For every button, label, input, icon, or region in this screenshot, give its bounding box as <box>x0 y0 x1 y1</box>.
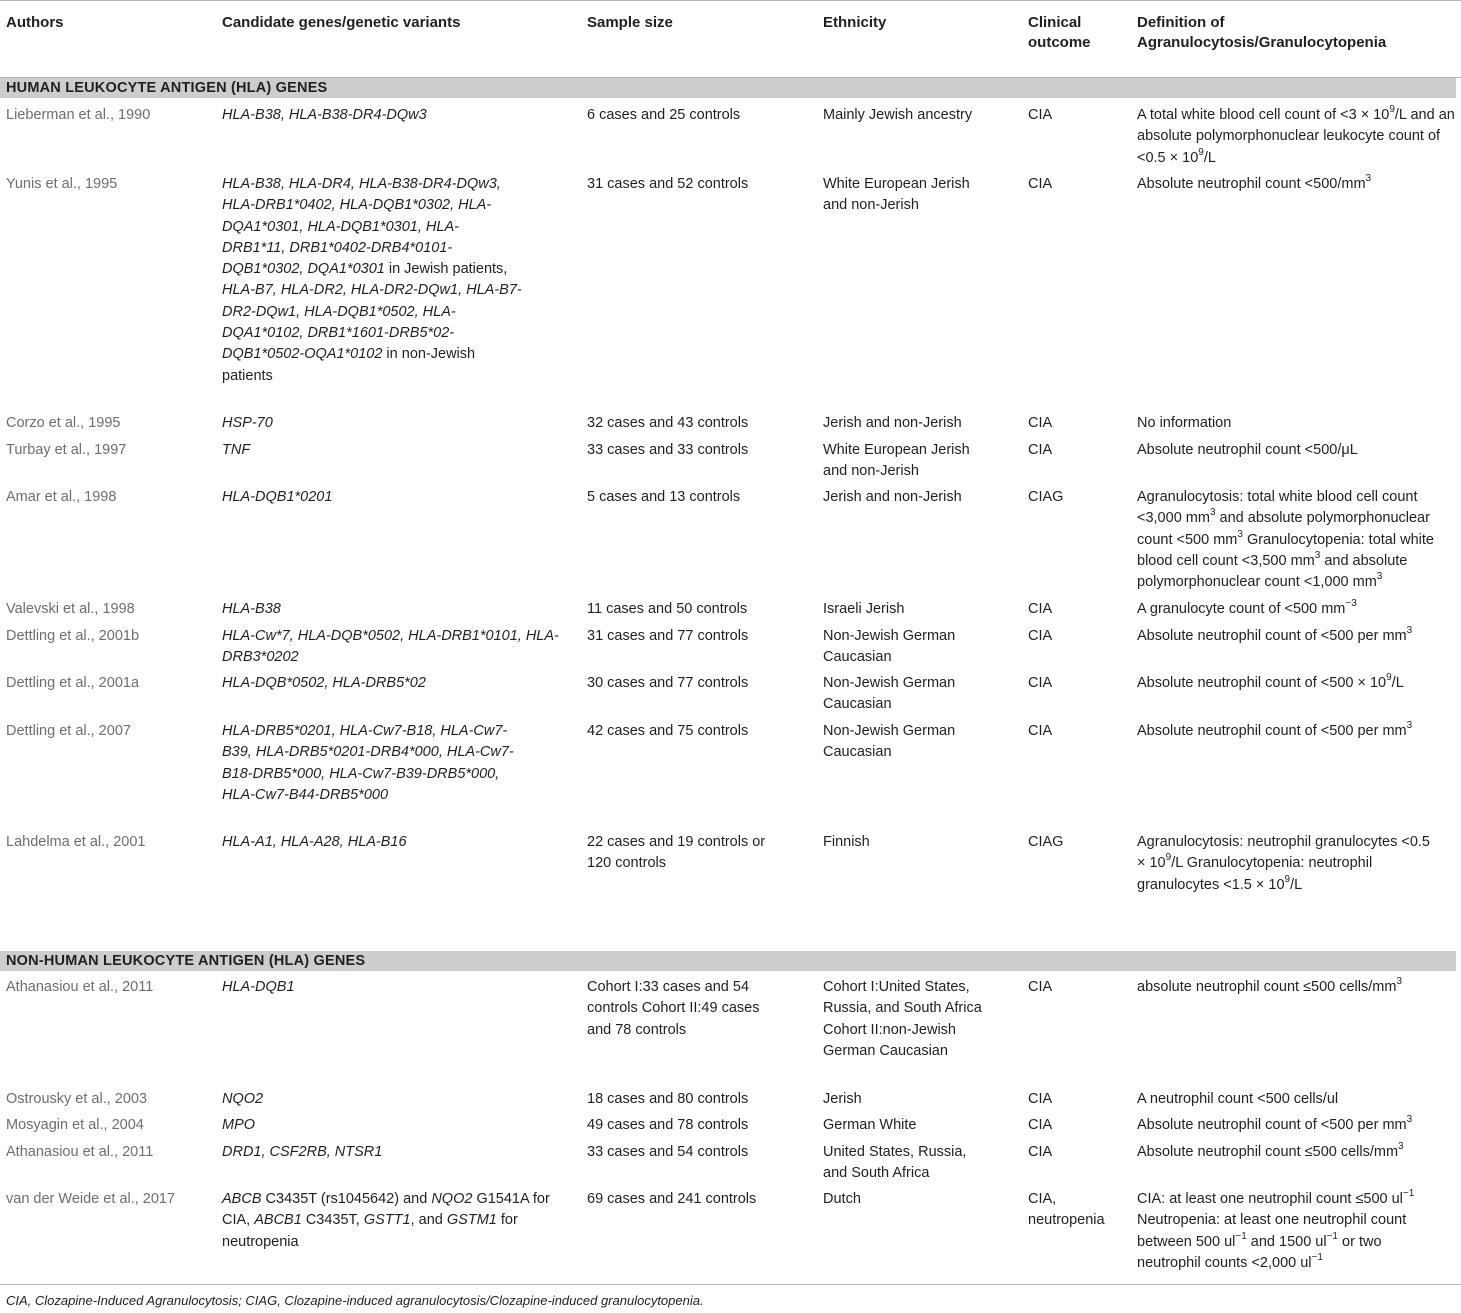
cell-sample-size: 22 cases and 19 controls or 120 controls <box>587 834 766 872</box>
cell-outcome: CIA <box>1028 601 1053 617</box>
table-footnote: CIA, Clozapine-Induced Agranulocytosis; CIAG, Clozapine-induced agranulocytosis/Clozapine-induced granulocytopenia. <box>6 1293 704 1308</box>
cell-definition: Absolute neutrophil count $<500/mm^3$ <box>1137 173 1372 192</box>
cell-author: Dettling et al., 2007 <box>6 723 131 739</box>
cell-ethnicity: Jerish and non-Jerish <box>823 415 962 431</box>
cell-author: van der Weide et al., 2017 <box>6 1191 176 1207</box>
cell-outcome: CIA <box>1028 1144 1053 1160</box>
cell-author: Athanasiou et al., 2011 <box>6 979 154 995</box>
section-non-hla-genes <box>0 951 1456 971</box>
cell-definition: Absolute neutrophil count <500/μL <box>1137 442 1358 458</box>
cell-ethnicity: White European Jerish and non-Jerish <box>823 442 970 480</box>
cell-author: Dettling et al., 2001b <box>6 628 140 644</box>
cell-sample-size: 18 cases and 80 controls <box>587 1091 749 1107</box>
cell-ethnicity: United States, Russia, and South Africa <box>823 1144 967 1182</box>
cell-genes: HSP-70 <box>222 415 273 431</box>
cell-sample-size: 69 cases and 241 controls <box>587 1191 757 1207</box>
cell-definition: Absolute neutrophil count of <500 per $mm^3$ <box>1137 625 1413 644</box>
cell-definition: A granulocyte count of <500 $mm^{-3}$ <box>1137 598 1357 617</box>
cell-genes: HLA-DQB1 <box>222 979 295 995</box>
cell-genes: HLA-DRB5*0201, HLA-Cw7-B18, HLA-Cw7-B39, HLA-DRB5*0201-DRB4*000, HLA-Cw7-B18-DRB5*000, HLA-Cw7-B39-DRB5*000, HLA-Cw7-B44-DRB5*000 <box>222 723 514 803</box>
cell-genes: HLA-DQB1*0201 <box>222 489 333 505</box>
cell-outcome: CIAG <box>1028 834 1064 850</box>
cell-definition: Absolute neutrophil count ≤500 cells/$mm^3$ <box>1137 1141 1404 1160</box>
cell-ethnicity: Jerish <box>823 1091 862 1107</box>
cell-definition: Agranulocytosis: neutrophil granulocytes $<0.5 \times 10^9/L$ Granulocytopenia: neutrophil granulocytes $<1.5 \times 10^9/L$ <box>1137 834 1430 893</box>
cell-definition: A total white blood cell count of $<3 \times 10^9/L$ and an absolute polymorphonuclear leukocyte count of $<0.5 \times 10^9/L$ <box>1137 104 1455 166</box>
cell-sample-size: 31 cases and 52 controls <box>587 176 749 192</box>
section-title: HUMAN LEUKOCYTE ANTIGEN (HLA) GENES <box>6 80 328 96</box>
cell-ethnicity: Non-Jewish German Caucasian <box>823 723 956 761</box>
cell-sample-size: 31 cases and 77 controls <box>587 628 749 644</box>
cell-outcome: CIA <box>1028 979 1053 995</box>
cell-definition: Absolute neutrophil count of <500 per $mm^3$ <box>1137 1114 1413 1133</box>
cell-outcome: CIA <box>1028 415 1053 431</box>
cell-sample-size: 32 cases and 43 controls <box>587 415 749 431</box>
cell-genes: ABCB C3435T (rs1045642) and NQO2 G1541A for CIA, ABCB1 C3435T, GSTT1, and GSTM1 for neutropenia <box>222 1191 550 1250</box>
header-definition-line1: Definition of <box>1137 14 1225 31</box>
cell-definition: Absolute neutrophil count of <500 per $mm^3$ <box>1137 720 1413 739</box>
cell-outcome: CIA <box>1028 1117 1053 1133</box>
cell-author: Corzo et al., 1995 <box>6 415 121 431</box>
cell-definition: A neutrophil count <500 cells/ul <box>1137 1091 1339 1107</box>
header-sample-size: Sample size <box>587 14 673 31</box>
cell-ethnicity: Dutch <box>823 1191 861 1207</box>
header-outcome-line2: outcome <box>1028 34 1091 51</box>
cell-genes: MPO <box>222 1117 256 1133</box>
cell-genes: HLA-B38, HLA-B38-DR4-DQw3 <box>222 107 427 123</box>
cell-genes: HLA-A1, HLA-A28, HLA-B16 <box>222 834 407 850</box>
cell-sample-size: Cohort I:33 cases and 54 controls Cohort II:49 cases and 78 controls <box>587 979 760 1038</box>
cell-author: Athanasiou et al., 2011 <box>6 1144 154 1160</box>
header-outcome-line1: Clinical <box>1028 14 1082 31</box>
cell-outcome: CIAG <box>1028 489 1064 505</box>
cell-genes: HLA-B38 <box>222 601 281 617</box>
header-genes: Candidate genes/genetic variants <box>222 14 461 31</box>
cell-ethnicity: Israeli Jerish <box>823 601 905 617</box>
cell-definition: Absolute neutrophil count of $<500 \times 10^9/L$ <box>1137 672 1404 691</box>
cell-sample-size: 11 cases and 50 controls <box>587 601 748 617</box>
cell-outcome: CIA <box>1028 675 1053 691</box>
cell-outcome: CIA <box>1028 628 1053 644</box>
cell-author: Lahdelma et al., 2001 <box>6 834 146 850</box>
cell-genes: TNF <box>222 442 251 458</box>
cell-ethnicity: Non-Jewish German Caucasian <box>823 675 956 713</box>
cell-outcome: CIA <box>1028 1091 1053 1107</box>
cell-sample-size: 30 cases and 77 controls <box>587 675 749 691</box>
header-ethnicity: Ethnicity <box>823 14 887 31</box>
cell-definition: Agranulocytosis: total white blood cell count <3,000 $mm^3$ and absolute polymorphonuclear count <500 $mm^3$ Granulocytopenia: total white blood cell count <3,500 $mm^3$ and absolute polymorphonuclear count <1,000 $mm^3$ <box>1137 489 1434 591</box>
header-definition-line2: Agranulocytosis/Granulocytopenia <box>1137 34 1387 51</box>
cell-definition: absolute neutrophil count ≤500 cells/$mm^3$ <box>1137 976 1402 995</box>
header-definition <box>1137 13 1386 53</box>
cell-outcome: CIA <box>1028 176 1053 192</box>
cell-ethnicity: Non-Jewish German Caucasian <box>823 628 956 666</box>
cell-sample-size: 5 cases and 13 controls <box>587 489 741 505</box>
cell-outcome: CIA <box>1028 442 1053 458</box>
cell-ethnicity: Finnish <box>823 834 870 850</box>
cell-author: Ostrousky et al., 2003 <box>6 1091 148 1107</box>
header-clinical-outcome <box>1028 13 1091 53</box>
cell-ethnicity: Cohort I:United States, Russia, and South Africa Cohort II:non-Jewish German Caucasian <box>823 979 982 1059</box>
table-bottom-rule <box>0 1284 1461 1285</box>
cell-sample-size: 6 cases and 25 controls <box>587 107 741 123</box>
cell-genes: NQO2 <box>222 1091 264 1107</box>
cell-author: Turbay et al., 1997 <box>6 442 127 458</box>
cell-ethnicity: Jerish and non-Jerish <box>823 489 962 505</box>
cell-definition: CIA: at least one neutrophil count ≤500 $ul^{-1}$ Neutropenia: at least one neutrophil count between 500 $ul^{-1}$ and 1500 $ul^{-1}$ or two neutrophil counts <2,000 $ul^{-1}$ <box>1137 1188 1415 1271</box>
cell-outcome: CIA <box>1028 723 1053 739</box>
cell-author: Amar et al., 1998 <box>6 489 117 505</box>
cell-author: Dettling et al., 2001a <box>6 675 140 691</box>
cell-sample-size: 49 cases and 78 controls <box>587 1117 749 1133</box>
cell-genes: HLA-DQB*0502, HLA-DRB5*02 <box>222 675 426 691</box>
cell-sample-size: 42 cases and 75 controls <box>587 723 749 739</box>
table-header <box>0 0 1461 78</box>
cell-genes: HLA-Cw*7, HLA-DQB*0502, HLA-DRB1*0101, HLA-DRB3*0202 <box>222 628 559 666</box>
section-hla-genes <box>0 78 1456 98</box>
cell-outcome: CIA <box>1028 107 1053 123</box>
section-title: NON-HUMAN LEUKOCYTE ANTIGEN (HLA) GENES <box>6 953 366 969</box>
cell-genes: DRD1, CSF2RB, NTSR1 <box>222 1144 383 1160</box>
cell-author: Yunis et al., 1995 <box>6 176 118 192</box>
cell-sample-size: 33 cases and 33 controls <box>587 442 749 458</box>
cell-author: Lieberman et al., 1990 <box>6 107 151 123</box>
cell-ethnicity: Mainly Jewish ancestry <box>823 107 973 123</box>
cell-author: Mosyagin et al., 2004 <box>6 1117 144 1133</box>
cell-definition: No information <box>1137 415 1232 431</box>
header-authors: Authors <box>6 14 64 31</box>
cell-outcome: CIA, neutropenia <box>1028 1191 1105 1229</box>
cell-ethnicity: White European Jerish and non-Jerish <box>823 176 970 214</box>
cell-sample-size: 33 cases and 54 controls <box>587 1144 749 1160</box>
cell-author: Valevski et al., 1998 <box>6 601 135 617</box>
cell-genes: HLA-B38, HLA-DR4, HLA-B38-DR4-DQw3, HLA-DRB1*0402, HLA-DQB1*0302, HLA-DQA1*0301, HLA-DQB1*0301, HLA-DRB1*11, DRB1*0402-DRB4*0101-DQB1*0302, DQA1*0301 in Jewish patients, HLA-B7, HLA-DR2, HLA-DR2-DQw1, HLA-B7-DR2-DQw1, HLA-DQB1*0502, HLA-DQA1*0102, DRB1*1601-DRB5*02-DQB1*0502-OQA1*0102 in non-Jewish patients <box>222 176 522 384</box>
cell-ethnicity: German White <box>823 1117 917 1133</box>
